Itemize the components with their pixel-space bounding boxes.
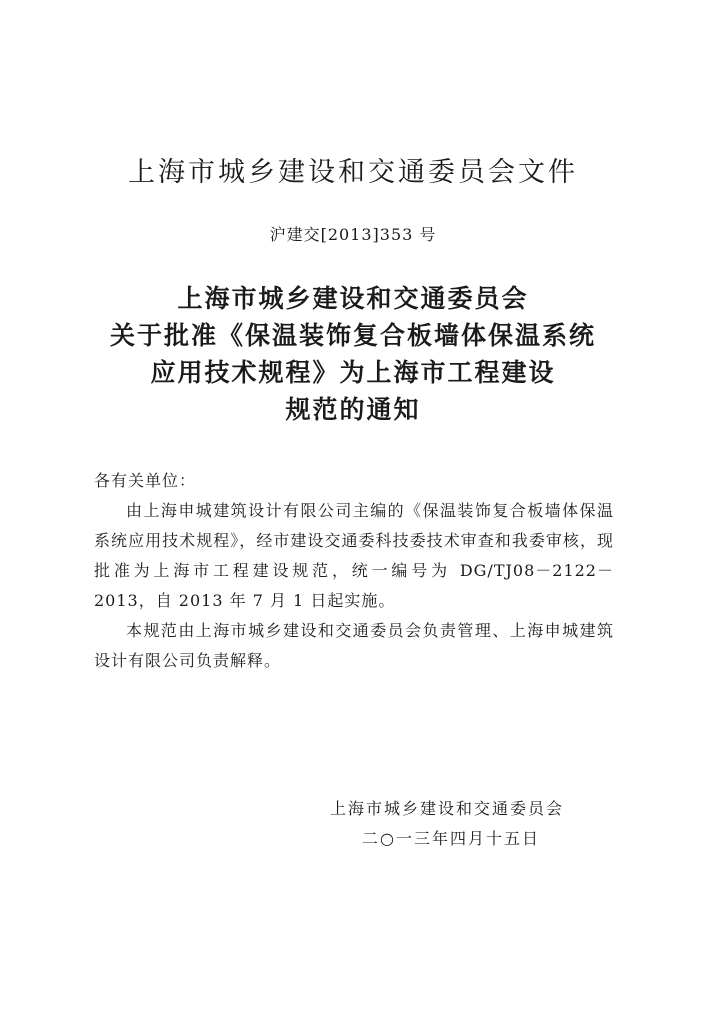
notice-title-line-3: 应用技术规程》为上海市工程建设 <box>150 358 556 387</box>
notice-title-line-1: 上海市城乡建设和交通委员会 <box>177 284 529 313</box>
document-number: 沪建交[2013]353 号 <box>269 225 437 244</box>
issuer-header-title: 上海市城乡建设和交通委员会文件 <box>128 157 578 188</box>
salutation: 各有关单位： <box>94 471 197 490</box>
body-paragraph-1: 由上海申城建筑设计有限公司主编的《保温装饰复合板墙体保温系统应用技术规程》，经市建设交通委科技委技术审查和我委审核，现批准为上海市工程建设规范，统一编号为 DG/TJ08－2122－2013，自 2013 年 7 月 1 日起实施。 <box>94 501 614 610</box>
notice-title <box>0 280 706 428</box>
notice-body <box>94 466 614 676</box>
signature-organization: 上海市城乡建设和交通委员会 <box>330 799 565 818</box>
signature-block <box>330 794 580 854</box>
notice-title-line-2: 关于批准《保温装饰复合板墙体保温系统 <box>109 321 596 350</box>
notice-title-line-4: 规范的通知 <box>285 395 421 424</box>
body-paragraph-2: 本规范由上海市城乡建设和交通委员会负责管理、上海申城建筑设计有限公司负责解释。 <box>94 621 614 670</box>
signature-date: 二○一三年四月十五日 <box>362 829 540 848</box>
